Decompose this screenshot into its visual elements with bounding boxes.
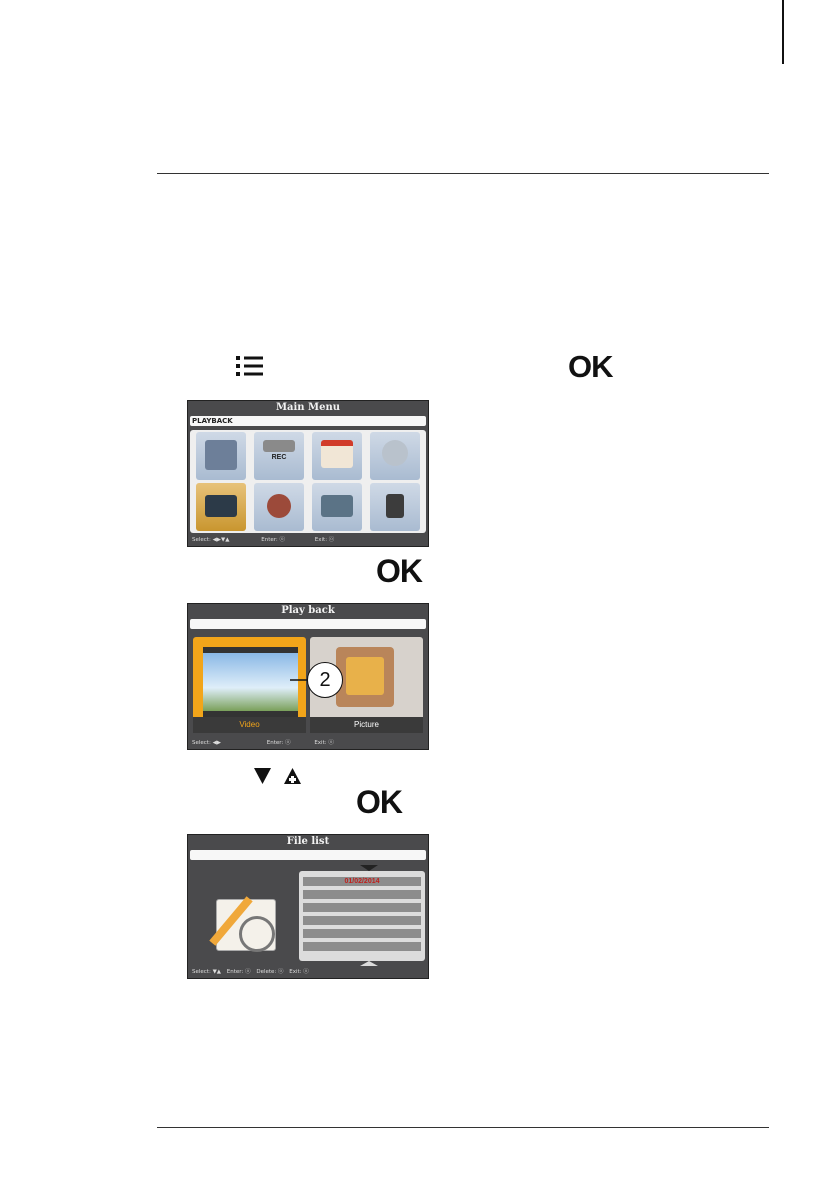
- menu-tile-alarm[interactable]: [254, 483, 304, 531]
- sd-card-icon: [386, 494, 404, 518]
- playback-subbar: [190, 619, 426, 629]
- menu-tile-record-label: REC: [271, 454, 287, 461]
- film-icon: [263, 440, 295, 452]
- menu-tile-record[interactable]: [254, 432, 304, 480]
- menu-tile-calendar[interactable]: [312, 432, 362, 480]
- callout-number: 2: [307, 662, 343, 698]
- video-option-label: Video: [193, 717, 306, 733]
- tablet-icon: [321, 495, 353, 517]
- camera-icon: [205, 440, 237, 470]
- main-menu-title: Main Menu: [275, 402, 341, 413]
- ok-icon: OK: [356, 784, 402, 820]
- main-menu-screen: [187, 400, 429, 547]
- menu-tile-display[interactable]: [312, 483, 362, 531]
- menu-list-icon: [236, 355, 264, 377]
- ok-icon: OK: [568, 349, 613, 384]
- gear-icon: [382, 440, 408, 466]
- menu-tile-playback[interactable]: [196, 483, 246, 531]
- menu-tile-storage[interactable]: [370, 483, 420, 531]
- file-list-panel: [299, 871, 425, 961]
- file-row[interactable]: [303, 916, 421, 925]
- header-rule: [157, 173, 769, 174]
- scroll-down-icon[interactable]: [360, 961, 378, 966]
- arrow-buttons: [254, 767, 314, 787]
- calendar-icon: [321, 440, 353, 468]
- main-menu-footer: Select: ◀▶▼▲ Enter: ⓞ Exit: ⓞ: [192, 537, 335, 543]
- file-date-row[interactable]: 01/02/2014: [303, 877, 421, 886]
- picture-option-label: Picture: [310, 717, 423, 733]
- file-row[interactable]: [303, 929, 421, 938]
- main-menu-selected-item: PLAYBACK: [190, 416, 426, 426]
- file-list-subbar: [190, 850, 426, 860]
- file-list-footer: Select: ▼▲ Enter: ⓞ Delete: ⓞ Exit: ⓞ: [192, 969, 309, 975]
- page-edge-line: [782, 0, 784, 64]
- file-list-screen: [187, 834, 429, 979]
- monitor-icon: [205, 495, 237, 517]
- file-row[interactable]: [303, 890, 421, 899]
- main-menu-grid: [190, 430, 426, 533]
- ok-icon: OK: [376, 553, 422, 589]
- filmstrip-icon: [203, 647, 298, 717]
- playback-footer: Select: ◀▶ Enter: ⓞ Exit: ⓞ: [192, 740, 334, 746]
- menu-tile-camera[interactable]: [196, 432, 246, 480]
- file-row[interactable]: [303, 903, 421, 912]
- menu-tile-settings[interactable]: [370, 432, 420, 480]
- alarm-icon: [267, 494, 291, 518]
- file-list-title: File list: [286, 836, 330, 847]
- calendar-icon: [216, 899, 276, 951]
- playback-title: Play back: [281, 605, 335, 616]
- footer-rule: [157, 1127, 769, 1128]
- file-row[interactable]: [303, 942, 421, 951]
- down-arrow-icon: [254, 768, 271, 784]
